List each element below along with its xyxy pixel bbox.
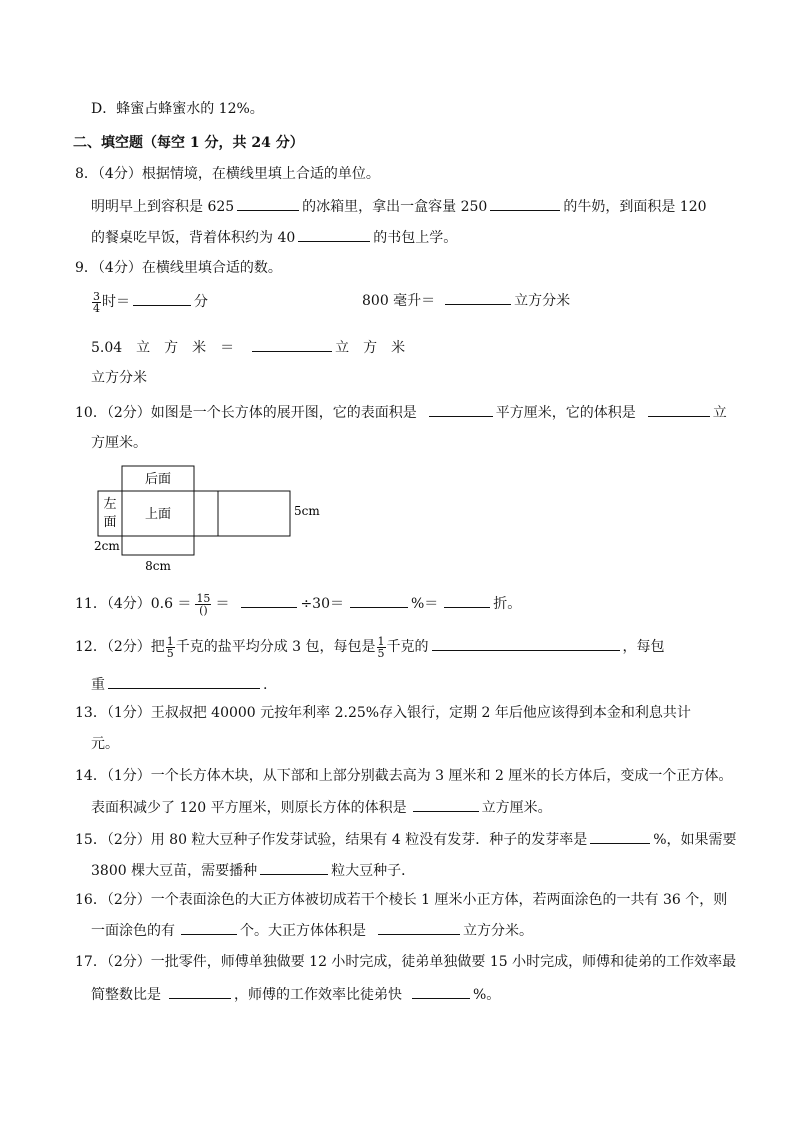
q17-line1: 17．（2分）一批零件，师傅单独做要 12 小时完成，徒弟单独做要 15 小时完成，师傅和徒弟的工作效率最 xyxy=(75,954,737,970)
label-length: 8cm xyxy=(145,559,171,573)
q10-text-b: 平方厘米，它的体积是 xyxy=(495,405,636,421)
q14-line1: 14．（1分）一个长方体木块，从下部和上部分别截去高为 3 厘米和 2 厘米的长方体后，变成一个正方体。 xyxy=(75,768,733,784)
cuboid-net-figure xyxy=(90,462,330,574)
q9-c-post: 立 方 米 xyxy=(335,340,406,356)
q16-line2 xyxy=(91,921,533,940)
answer-blank[interactable] xyxy=(260,861,328,875)
q8-text-1c: 的牛奶，到面积是 120 xyxy=(563,199,707,215)
answer-blank[interactable] xyxy=(298,228,370,242)
q16-l2a: 一面涂色的有 xyxy=(91,923,175,939)
q8-text-1a: 明明早上到容积是 625 xyxy=(91,199,235,215)
q12-l2a: 重 xyxy=(91,677,105,693)
answer-blank[interactable] xyxy=(241,594,297,608)
answer-blank[interactable] xyxy=(590,830,650,844)
answer-blank[interactable] xyxy=(490,197,560,211)
fraction: $\frac{1}{5}$ xyxy=(166,634,174,660)
answer-blank[interactable] xyxy=(181,921,237,935)
q12-mid2: 千克的 xyxy=(386,639,429,655)
answer-blank[interactable] xyxy=(378,921,460,935)
q11-pct: %＝ xyxy=(410,596,439,612)
answer-blank[interactable] xyxy=(444,594,490,608)
option-d: D．蜂蜜占蜂蜜水的 12%。 xyxy=(91,101,264,117)
q13-line2: 元。 xyxy=(91,736,119,752)
answer-blank[interactable] xyxy=(412,985,470,999)
q9-head: 9．（4分）在横线里填合适的数。 xyxy=(75,260,282,276)
q16-l2c: 立方分米。 xyxy=(463,923,533,939)
q11-pre: 11．（4分）0.6 ＝ xyxy=(75,596,192,612)
q15-line2 xyxy=(91,861,415,880)
answer-blank[interactable] xyxy=(169,985,231,999)
net-right-face xyxy=(194,491,218,536)
fraction: $\frac{3}{4}$ xyxy=(93,289,100,315)
answer-blank[interactable] xyxy=(133,292,191,306)
answer-blank[interactable] xyxy=(648,403,710,417)
q14-l2b: 立方厘米。 xyxy=(481,800,552,816)
answer-blank[interactable] xyxy=(432,637,620,651)
answer-blank[interactable] xyxy=(413,798,479,812)
net-bottom-face xyxy=(218,491,290,536)
q8-line2 xyxy=(91,228,457,247)
label-left-1: 左 xyxy=(103,497,117,512)
fraction: $\frac{15}{()}$ xyxy=(196,591,211,617)
net-front-face xyxy=(122,536,194,555)
q15-l2b: 粒大豆种子． xyxy=(331,863,416,879)
q12-mid: 千克的盐平均分成 3 包，每包是 xyxy=(175,639,376,655)
answer-blank[interactable] xyxy=(429,403,493,417)
q8-line1 xyxy=(91,197,707,216)
q16-l2b: 个。大正方体体积是 xyxy=(240,923,366,939)
q9-item-d: 立方分米 xyxy=(91,370,147,386)
answer-blank[interactable] xyxy=(445,291,511,305)
q17-line2 xyxy=(91,985,500,1004)
q8-text-1b: 的冰箱里，拿出一盒容量 250 xyxy=(302,199,488,215)
label-width: 2cm xyxy=(94,539,120,553)
q9-item-b xyxy=(362,291,570,310)
q11-line xyxy=(75,589,521,619)
q15-l1a: 15．（2分）用 80 粒大豆种子作发芽试验，结果有 4 粒没有发芽．种子的发芽率是 xyxy=(75,832,588,848)
q16-line1: 16．（2分）一个表面涂色的大正方体被切成若干个棱长 1 厘米小正方体，若两面涂色的一共有 36 个，则 xyxy=(75,892,728,908)
label-left-2: 面 xyxy=(103,515,117,530)
q12-line2 xyxy=(91,675,267,694)
q11-div: ÷30＝ xyxy=(300,596,344,612)
q9-item-a xyxy=(91,287,208,317)
section-heading: 二、填空题（每空 1 分，共 24 分） xyxy=(73,135,304,151)
q12-pre: 12．（2分）把 xyxy=(75,639,165,655)
q11-zhe: 折。 xyxy=(493,596,522,612)
label-top: 上面 xyxy=(144,507,172,522)
q15-line1 xyxy=(75,830,737,849)
answer-blank[interactable] xyxy=(108,675,260,689)
answer-blank[interactable] xyxy=(252,338,332,352)
q10-text-a: 10．（2分）如图是一个长方体的展开图，它的表面积是 xyxy=(75,405,417,421)
q9-b-pre: 800 毫升＝ xyxy=(362,293,436,309)
q17-l2c: %。 xyxy=(473,987,501,1003)
label-back: 后面 xyxy=(144,472,172,487)
q8-text-2a: 的餐桌吃早饭，背着体积约为 40 xyxy=(91,230,296,246)
answer-blank[interactable] xyxy=(237,197,299,211)
label-height: 5cm xyxy=(294,504,320,518)
answer-blank[interactable] xyxy=(350,594,408,608)
q10-text-c: 立 xyxy=(712,405,727,421)
q17-l2b: ，师傅的工作效率比徒弟快 xyxy=(234,987,402,1003)
q17-l2a: 简整数比是 xyxy=(91,987,161,1003)
q12-line1 xyxy=(75,632,665,662)
q15-l2a: 3800 棵大豆苗，需要播种 xyxy=(91,863,258,879)
q9-c-pre: 5.04 立 方 米 ＝ xyxy=(91,340,235,356)
q8-head: 8．（4分）根据情境，在横线里填上合适的单位。 xyxy=(75,166,380,182)
q11-eq: ＝ xyxy=(215,596,230,612)
q10-line2: 方厘米。 xyxy=(91,435,147,451)
q9-b-post: 立方分米 xyxy=(514,293,571,309)
fraction: $\frac{1}{5}$ xyxy=(377,634,385,660)
q9-unit2: 分 xyxy=(194,294,208,310)
q8-text-2b: 的书包上学。 xyxy=(373,230,458,246)
q14-l2a: 表面积减少了 120 平方厘米，则原长方体的体积是 xyxy=(91,800,407,816)
q15-l1b: %，如果需要 xyxy=(653,832,737,848)
q12-end: ，每包 xyxy=(622,639,665,655)
q9-item-c xyxy=(91,338,405,357)
q14-line2 xyxy=(91,798,552,817)
q13-line1: 13．（1分）王叔叔把 40000 元按年利率 2.25%存入银行，定期 2 年后他应该得到本金和利息共计 xyxy=(75,705,691,721)
q9-unit1: 时＝ xyxy=(102,294,130,310)
q10-line1 xyxy=(75,403,727,422)
q12-l2b: . xyxy=(263,677,268,693)
